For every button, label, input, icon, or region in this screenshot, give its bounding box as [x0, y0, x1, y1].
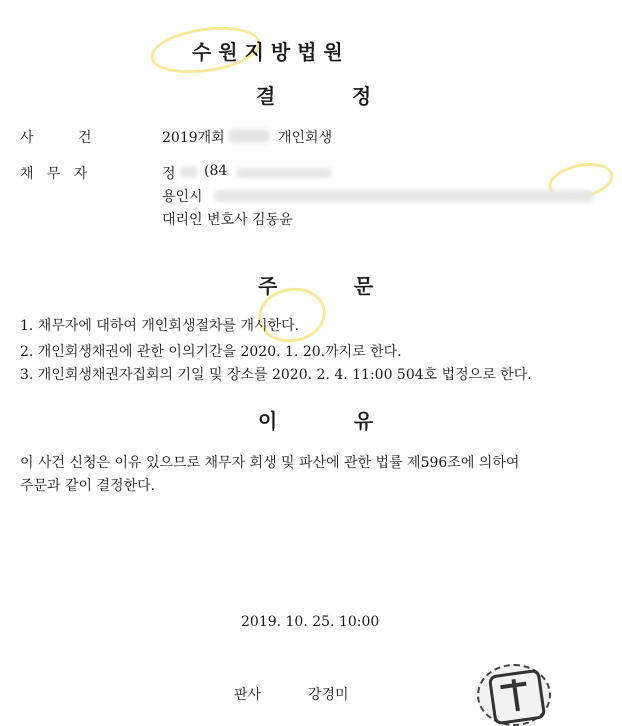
- order-item: 3. 개인회생채권자집회의 기일 및 장소를 2020. 2. 4. 11:00 504호 법정으로 한다.: [20, 367, 532, 383]
- debtor-id-prefix: (84: [204, 163, 228, 179]
- debtor-address: 용인시: [162, 189, 203, 205]
- redaction: [228, 129, 270, 143]
- redaction: [180, 166, 198, 178]
- reason-text: 이 사건 신청은 이유 있으므로 채무자 회생 및 파산에 관한 법률 제596조에 의하여: [20, 455, 520, 471]
- debtor-agent: 대리인 변호사 김동윤: [162, 212, 293, 228]
- debtor-name: 정: [162, 166, 176, 182]
- document-heading: 결 정: [256, 84, 372, 108]
- case-type: 개인회생: [278, 130, 333, 146]
- case-label: 사 건: [20, 130, 92, 146]
- order-item: 1. 채무자에 대하여 개인회생절차를 개시한다.: [20, 318, 300, 334]
- case-number: 2019개회: [162, 130, 225, 146]
- judge-seal: [477, 664, 551, 726]
- judge-label: 판사: [234, 687, 262, 703]
- decision-date: 2019. 10. 25. 10:00: [241, 614, 380, 630]
- debtor-label: 채 무 자: [20, 166, 88, 182]
- order-heading: 주 문: [258, 274, 374, 298]
- order-item: 2. 개인회생채권에 관한 이의기간을 2020. 1. 20.까지로 한다.: [20, 344, 402, 360]
- reason-text: 주문과 같이 결정한다.: [20, 478, 156, 494]
- judge-name: 강경미: [308, 687, 349, 703]
- redaction: [236, 168, 332, 178]
- redaction: [214, 190, 594, 202]
- reason-heading: 이 유: [258, 409, 374, 433]
- court-title: 수 원 지 방 법 원: [192, 40, 343, 64]
